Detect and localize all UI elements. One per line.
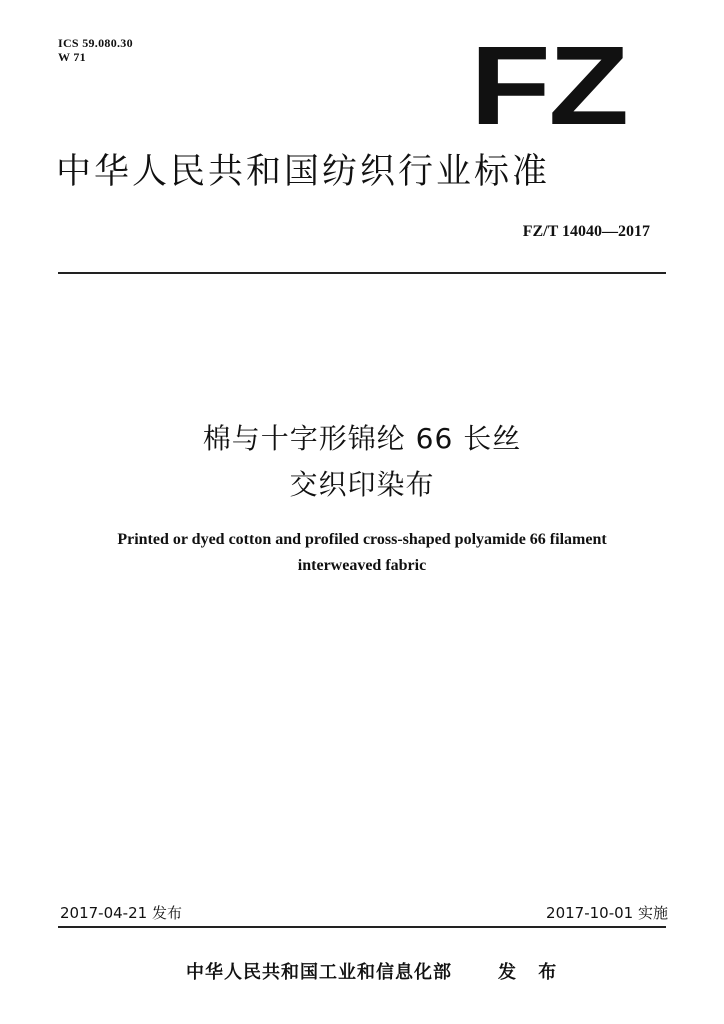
header-divider	[58, 272, 666, 274]
english-title-line-2: interweaved fabric	[297, 557, 427, 574]
standard-category-title: 中华人民共和国纺织行业标准	[56, 152, 551, 192]
publisher-name: 中华人民共和国工业和信息化部	[186, 962, 452, 983]
issue-date: 2017-04-21 发布	[60, 904, 182, 922]
english-title-line-1: Printed or dyed cotton and profiled cross-shaped polyamide 66 filament	[117, 531, 607, 548]
implementation-date: 2017-10-01 实施	[546, 904, 668, 922]
standard-number: FZ/T 14040—2017	[522, 223, 650, 240]
chinese-title-line-2: 交织印染布	[289, 468, 435, 501]
footer-divider	[58, 926, 666, 928]
ics-code: ICS 59.080.30	[58, 36, 133, 50]
ccs-code: W 71	[58, 50, 86, 64]
publish-label: 发 布	[498, 962, 565, 983]
fz-logo: FZ	[470, 23, 627, 148]
chinese-title-line-1: 棉与十字形锦纶 66 长丝	[202, 422, 522, 455]
classification-codes	[58, 36, 133, 64]
